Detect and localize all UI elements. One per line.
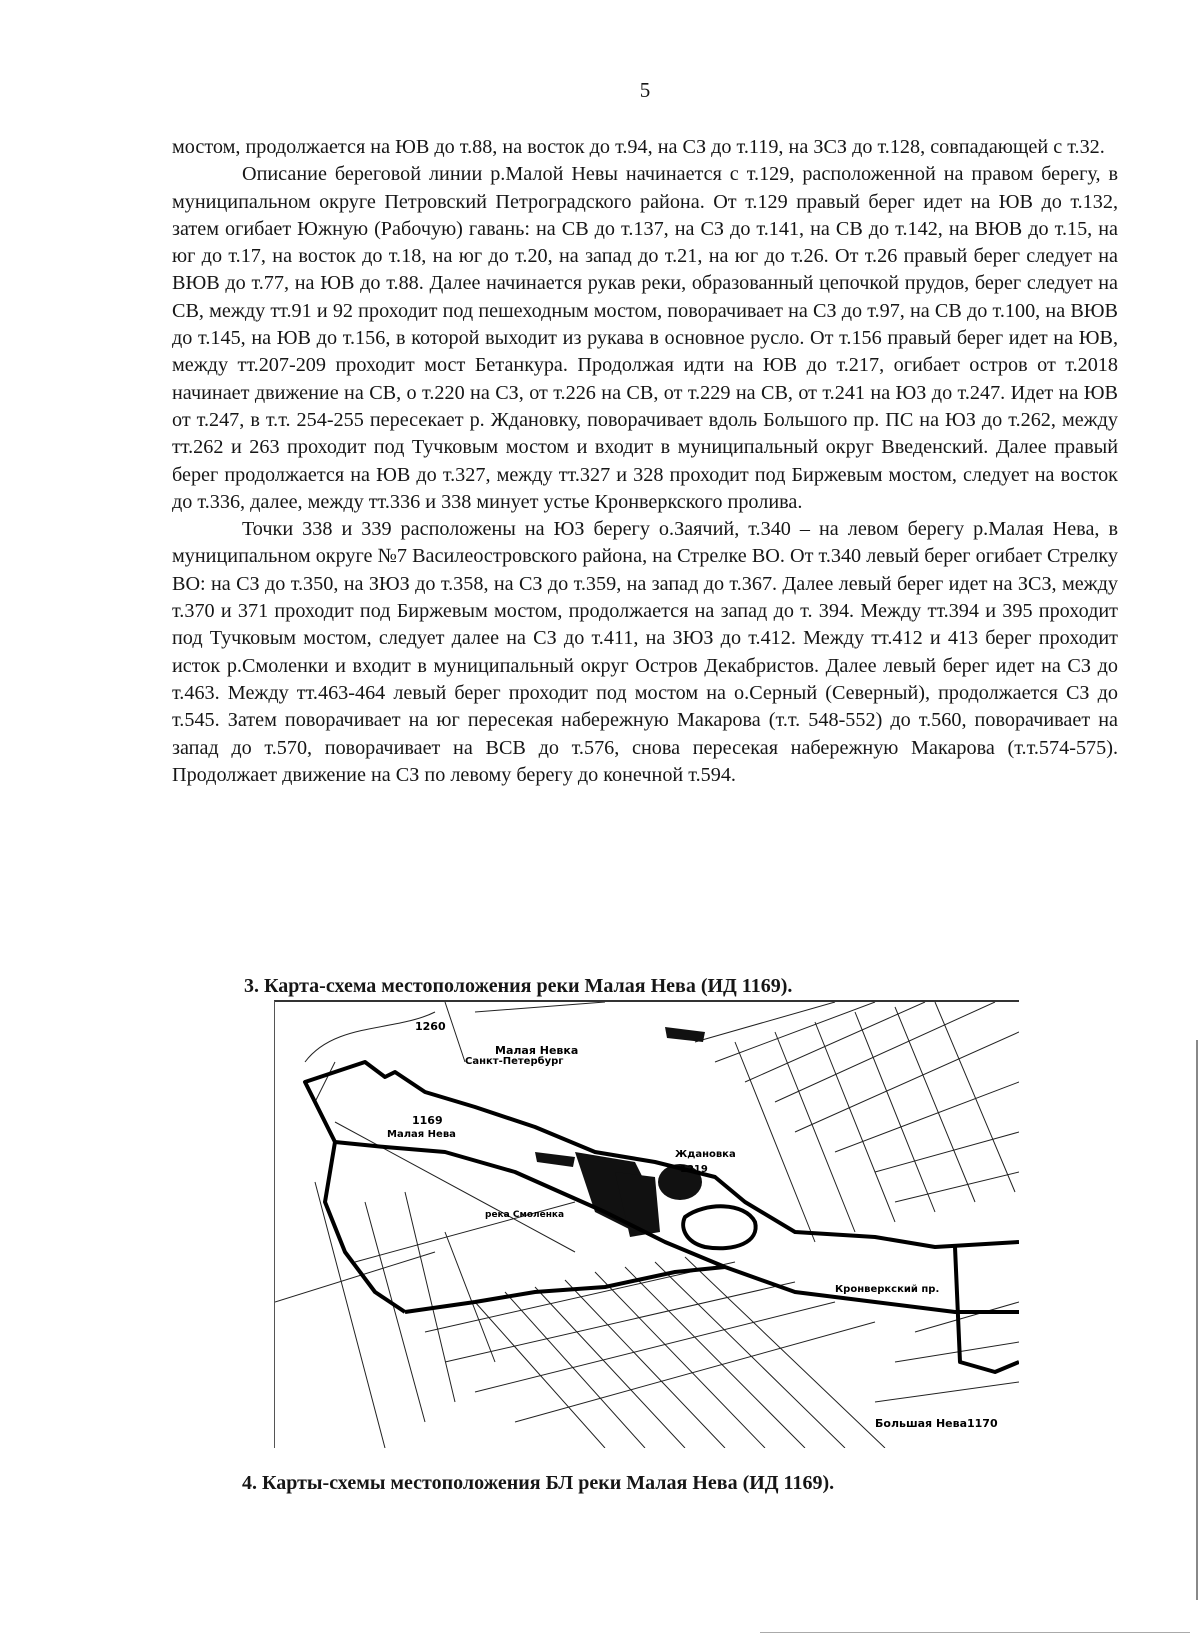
map-label-malaya-neva: Малая Нева	[387, 1129, 456, 1140]
map-label-smolenka: река Смоленка	[485, 1210, 565, 1220]
street-line	[315, 1182, 495, 1448]
pier-block	[665, 1027, 705, 1042]
river-location-map	[274, 1000, 1019, 1448]
island-outline	[683, 1206, 755, 1248]
river-outline-west	[325, 1142, 405, 1312]
map-label-kronverksky: Кронверкский пр.	[835, 1284, 940, 1295]
map-label-bolshaya-neva: Большая Нева	[875, 1417, 968, 1430]
map-label-malaya-nevka: Малая Невка	[495, 1044, 579, 1057]
pier-block	[535, 1152, 575, 1167]
map-section-heading: 3. Карта-схема местоположения реки Малая Нева (ИД 1169).	[244, 975, 793, 997]
street-line	[475, 1257, 885, 1448]
scan-edge-line	[760, 1632, 1190, 1633]
map-label-1260: 1260	[415, 1020, 446, 1033]
east-bank	[955, 1247, 1019, 1372]
scan-edge-line	[1196, 1040, 1198, 1600]
paragraph: Описание береговой линии р.Малой Невы начинается с т.129, расположенной на правом берегу, в муниципальном округе Петровский Петроградского района. От т.129 правый берег идет на ЮВ до т.132, затем огибает Южную (Рабочую) гавань: на СВ до т.137, на СЗ до т.141, на СВ до т.142, на ВЮВ до т.15, на юг до т.17, на восток до т.18, на юг до т.20, на запад до т.21, на юг до т.26. От т.26 правый берег следует на ВЮВ до т.77, на ЮВ до т.88. Далее начинается рукав реки, образованный цепочкой прудов, берег следует на СВ, между тт.91 и 92 проходит под пешеходным мостом, поворачивает на СЗ до т.97, на СВ до т.100, на ВЮВ до т.145, на ЮВ до т.156, в которой выходит из рукава в основное русло. От т.156 правый берег идет на ЮВ, между тт.207-209 проходит мост Бетанкура. Продолжая идти на ЮВ до т.217, огибает остров от т.2018 начинает движение на СВ, о т.220 на СЗ, от т.226 на СВ, от т.229 на СВ, от т.241 на ЮЗ до т.247. Идет на ЮВ от т.247, в т.т. 254-255 пересекает р. Ждановку, поворачивает вдоль Большого пр. ПС на ЮЗ до т.262, между тт.262 и 263 проходит под Тучковым мостом и входит в муниципальный округ Введенский. Далее правый берег продолжается на ЮВ до т.327, между тт.327 и 328 проходит под Биржевым мостом, следует на восток до т.336, далее, между тт.336 и 338 минует устье Кронверкского пролива.	[172, 163, 1118, 513]
map-label-1169: 1169	[412, 1114, 443, 1127]
street-line	[475, 1002, 1019, 1202]
body-text	[172, 134, 1118, 789]
street-line	[875, 1302, 1019, 1402]
page-number: 5	[639, 78, 651, 102]
map-label-1219: 1219	[680, 1164, 708, 1175]
river-bank-south-2	[405, 1267, 725, 1312]
map-label-1170: 1170	[967, 1417, 998, 1430]
map-label-sankt-peterburg: Санкт-Петербург	[465, 1056, 564, 1067]
paragraph: Точки 338 и 339 расположены на ЮЗ берегу о.Заячий, т.340 – на левом берегу р.Малая Нева, в муниципальном округе №7 Василеостровского района, на Стрелке ВО. От т.340 левый берег огибает Стрелку ВО: на СЗ до т.350, на ЗЮЗ до т.358, на СЗ до т.359, на запад до т.367. Далее левый берег идет на ЗСЗ, между т.370 и 371 проходит под Биржевым мостом, продолжается на запад до т. 394. Между тт.394 и 395 проходит под Тучковым мостом, следует далее на СЗ до т.411, на ЗЮЗ до т.412. Между тт.412 и 413 берег проходит исток р.Смоленки и входит в муниципальный округ Остров Декабристов. Далее левый берег идет на СЗ до т.463. Между тт.463-464 левый берег проходит под мостом на о.Серный (Северный), продолжается СЗ до т.545. Затем поворачивает на юг пересекая набережную Макарова (т.т. 548-552) до т.560, поворачивает на запад до т.570, поворачивает на ВСВ до т.576, снова пересекая набережную Макарова (т.т.574-575). Продолжает движение на СЗ по левому берегу до конечной т.594.	[172, 518, 1118, 786]
street-line	[425, 1262, 875, 1422]
street-line	[735, 1002, 1015, 1242]
map-label-zhdanovka: Ждановка	[675, 1149, 736, 1160]
map-bl-section-heading: 4. Карты-схемы местоположения БЛ реки Малая Нева (ИД 1169).	[242, 1472, 835, 1494]
paragraph: мостом, продолжается на ЮВ до т.88, на восток до т.94, на СЗ до т.119, на ЗСЗ до т.128, совпадающей с т.32.	[172, 136, 1105, 158]
